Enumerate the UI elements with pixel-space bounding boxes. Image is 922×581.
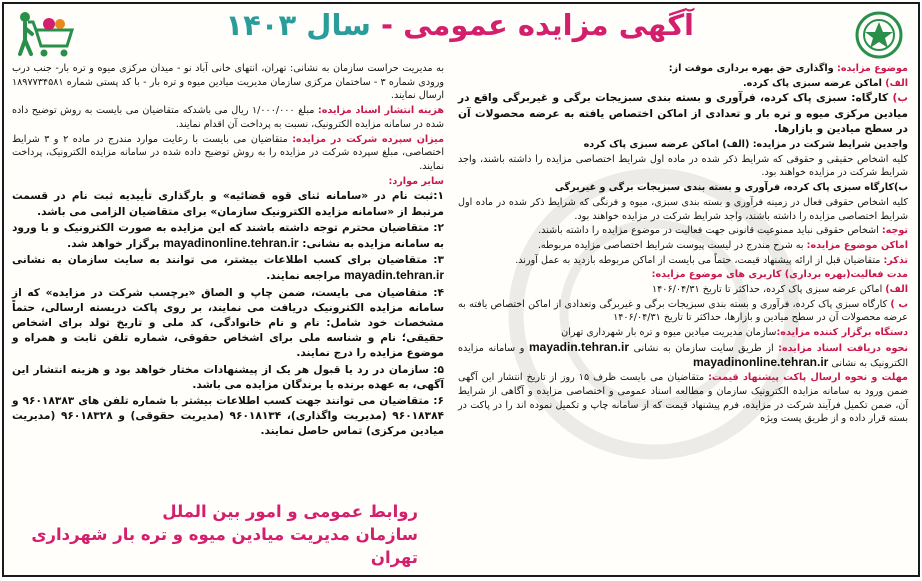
documents-text-2: و سامانه مزایده الکترونیک به نشانی bbox=[458, 342, 908, 369]
other-item-6: ۶: متقاضیان می توانند جهت کسب اطلاعات بیشتر با شماره تلفن های ۹۶۰۱۸۳۸۳ و ۹۶۰۱۸۳۸۴ (مدیریت واگذاری)، ۹۶۰۱۸۱۳۴ (مدیریت حقوقی) و ۹۶۰۱۸۳۲۸ (مدیریت میادین مرکزی) تماس حاصل نمایند. bbox=[12, 394, 445, 438]
organizer-text: سازمان مدیریت میادین میوه و تره بار شهرداری تهران bbox=[561, 327, 777, 339]
other-item-4: ۴: متقاضیان می بایست، ضمن چاپ و الصاق «برچسب شرکت در مزایده» که از سامانه مزایده الکترونیک دریافت می نمایند، بر روی پاکت دربسته ارسالی، حتماً مشخصات خود شامل: نام و نام خانوادگی، کد ملی و تاریخ تولد برای اشخاص حقیقی؛ نام و شناسه ملی برای اشخاص حقوقی، شماره تلفن ثابت و همراه و موضوع مزایده را درج نمایند. bbox=[12, 286, 444, 360]
subject-paragraph bbox=[458, 62, 908, 76]
announcement-page bbox=[2, 2, 920, 577]
note-text: اشخاص حقوقی نباید ممنوعیت قانونی جهت فعالیت در موضوع مزایده را داشته باشند. bbox=[538, 225, 882, 237]
note-heading: توجه: bbox=[881, 225, 908, 237]
other-item-2-link[interactable]: mayadinonline.tehran.ir bbox=[163, 235, 299, 250]
period-b-text: کارگاه سبزی پاک کرده، فرآوری و بسته بندی سبزیجات برگی و غیربرگی وتعدادی از اماکن اختصاص یافته به عرضه محصولات آن در سطح میادین و بازارها، حداکثر تا تاریخ ۱۴۰۶/۰۴/۳۱ bbox=[458, 298, 908, 324]
right-column bbox=[458, 62, 908, 427]
shopping-cart-icon bbox=[16, 10, 78, 62]
other-item-5: ۵: سازمان در رد یا قبول هر یک از پیشنهادات مختار خواهد بود و هزینه انتشار این آگهی، به عهده برنده یا برندگان مزایده می باشد. bbox=[12, 363, 444, 391]
other-item-1: ۱:ثبت نام در «سامانه ثنای قوه قضائیه» و بارگذاری تأییدیه ثبت نام در قسمت مرتبط از «سامانه مزایده الکترونیک سازمان» برای متقاضیان الزامی می باشد. bbox=[12, 190, 444, 218]
qualification-heading: واجدین شرایط شرکت در مزایده: (الف) اماکن عرضه سبزی پاک کرده bbox=[583, 139, 908, 151]
item-a-text: اماکن عرضه سبزی پاک کرده. bbox=[743, 77, 886, 89]
organizer-heading: دستگاه برگزار کننده مزایده: bbox=[776, 327, 908, 339]
documents-link-1[interactable]: mayadin.tehran.ir bbox=[528, 339, 629, 354]
item-b bbox=[458, 91, 908, 137]
title-sep: - bbox=[370, 8, 404, 42]
remind-heading: تذکر: bbox=[883, 254, 908, 266]
item-b-marker: ب) bbox=[892, 92, 908, 105]
footer-line-1: روابط عمومی و امور بین الملل bbox=[162, 502, 418, 521]
period-b bbox=[458, 298, 908, 325]
continuation: به مدیریت حراست سازمان به نشانی: تهران، انتهای خانی آباد نو - میدان مرکزی میوه و تره بار- جنب درب ورودی شماره ۳ - ساختمان مرکزی سازمان مدیریت میادین میوه و تره بار - با کد پستی شماره ۱۸۹۷۷۳۴۵۸۱ ارسال نمایند. bbox=[12, 63, 444, 102]
other-item-3 bbox=[12, 253, 444, 284]
other-heading: سایر موارد: bbox=[388, 175, 444, 187]
documents-link-2[interactable]: mayadinonline.tehran.ir bbox=[692, 354, 829, 369]
other-item-2-b: برگزار خواهد شد. bbox=[67, 237, 164, 250]
qualification-a: کلیه اشخاص حقیقی و حقوقی که شرایط ذکر شده در ماده اول شرایط اختصاصی مزایده را داشته باشند، واجد شرایط شرکت در مزایده خواهند بود. bbox=[458, 153, 908, 179]
other-item-3-b: مراجعه نمایند. bbox=[266, 270, 344, 283]
period-a-marker: الف) bbox=[885, 284, 908, 296]
page-title bbox=[225, 8, 694, 42]
period-a-text: اماکن عرضه سبزی پاک کرده، حداکثر تا تاریخ ۱۴۰۶/۰۴/۳۱ bbox=[652, 284, 886, 296]
documents bbox=[458, 341, 908, 370]
places-text: به شرح مندرج در لیست پیوست شرایط اختصاصی مزایده مربوطه. bbox=[537, 239, 807, 251]
deadline bbox=[458, 371, 908, 426]
deposit-text: متقاضیان می بایست با رعایت موارد مندرج در ماده ۲ و ۳ شرایط اختصاصی، مبلغ سپرده شرکت در مزایده را به روش توضیح داده شده در سامانه مزایده الکترونیک، پرداخت نمایند. bbox=[12, 133, 444, 172]
item-b-text: کارگاه: سبزی پاک کرده، فرآوری و بسته بندی سبزیجات برگی و غیربرگی واقع در میادین مرکزی میوه و تره بار و تعدادی از اماکن اختصاص یافته به عرضه محصولات آن در سطح میادین و بازارها. bbox=[458, 92, 908, 135]
remind bbox=[458, 254, 908, 268]
header bbox=[4, 4, 918, 64]
other-item-2 bbox=[12, 221, 444, 252]
deadline-heading: مهلت و نحوه ارسال پاکت پیشنهاد قیمت: bbox=[708, 372, 908, 384]
places-heading: اماکن موضوع مزایده: bbox=[806, 239, 908, 251]
qualification-b: کلیه اشخاص حقوقی فعال در زمینه فرآوری و بسته بندی سبزی، میوه و فرنگی که شرایط ذکر شده در ماده اول شرایط اختصاصی مزایده را داشته باشند، واجد شرایط شرکت در مزایده خواهند بود. bbox=[458, 196, 908, 222]
subject-heading: موضوع مزایده: bbox=[837, 63, 908, 74]
subject-text: واگذاری حق بهره برداری موقت از: bbox=[668, 63, 838, 74]
item-a-marker: الف) bbox=[885, 77, 908, 89]
left-column bbox=[12, 62, 444, 441]
footer-line-2: سازمان مدیریت میادین میوه و تره بار شهرداری تهران bbox=[31, 525, 418, 567]
footer-signature bbox=[18, 500, 418, 569]
deposit-heading: میزان سپرده شرکت در مزایده: bbox=[292, 133, 445, 145]
qualification-b-heading: ب)کارگاه سبزی پاک کرده، فرآوری و بسته بندی سبزیجات برگی و غیربرگی bbox=[554, 182, 908, 194]
fee-heading: هزینه انتشار اسناد مزایده: bbox=[317, 105, 444, 117]
title-year: سال ۱۴۰۳ bbox=[225, 8, 371, 42]
places bbox=[458, 239, 908, 253]
remind-text: متقاضیان قبل از ارائه پیشنهاد قیمت، حتماً می بایست از اماکن مربوطه بازدید به عمل آورند. bbox=[515, 254, 884, 266]
documents-heading: نحوه دریافت اسناد مزایده: bbox=[778, 342, 908, 354]
other-item-3-link[interactable]: mayadin.tehran.ir bbox=[343, 268, 444, 283]
item-a bbox=[458, 77, 908, 91]
fee bbox=[12, 104, 444, 131]
period-b-marker: ب ) bbox=[890, 298, 908, 310]
period-a bbox=[458, 283, 908, 297]
documents-text-1: از طریق سایت سازمان به نشانی bbox=[633, 342, 779, 354]
other-item-2-a: ۲: متقاضیان محترم توجه داشته باشند که این مزایده به صورت الکترونیک و با ورود به سامانه مزایده به نشانی: bbox=[12, 221, 444, 250]
period-heading: مدت فعالیت(بهره برداری) کاربری های موضوع مزایده: bbox=[651, 269, 908, 281]
note bbox=[458, 224, 908, 238]
deposit bbox=[12, 133, 444, 174]
municipality-emblem-icon bbox=[854, 10, 904, 60]
title-main: آگهی مزایده عمومی bbox=[403, 8, 694, 42]
other-item-3-a: ۳: متقاضیان برای کسب اطلاعات بیشتر، می توانند به سایت سازمان به نشانی bbox=[12, 254, 444, 267]
fee-text: مبلغ ۱/۰۰۰/۰۰۰ ریال می باشدکه متقاضیان می بایست به روش توضیح داده شده در سامانه مزایده الکترونیک، نسبت به پرداخت آن اقدام نمایند. bbox=[12, 105, 444, 130]
deadline-text: متقاضیان می بایست ظرف ۱۵ روز از تاریخ انتشار این آگهی ضمن ورود به سامانه مزایده الکترونیک سازمان و مطالعه اسناد عمومی و اختصاصی مزایده و آگاهی از شرایط آن، ضمن تکمیل فرآیند شرکت در مزایده، فرم پیشنهاد قیمت که از سامانه چاپ و تکمیل نموده اند را در پاکت در بسته قرار داده و از طریق پست ویژه bbox=[458, 372, 908, 425]
organizer bbox=[458, 326, 908, 340]
